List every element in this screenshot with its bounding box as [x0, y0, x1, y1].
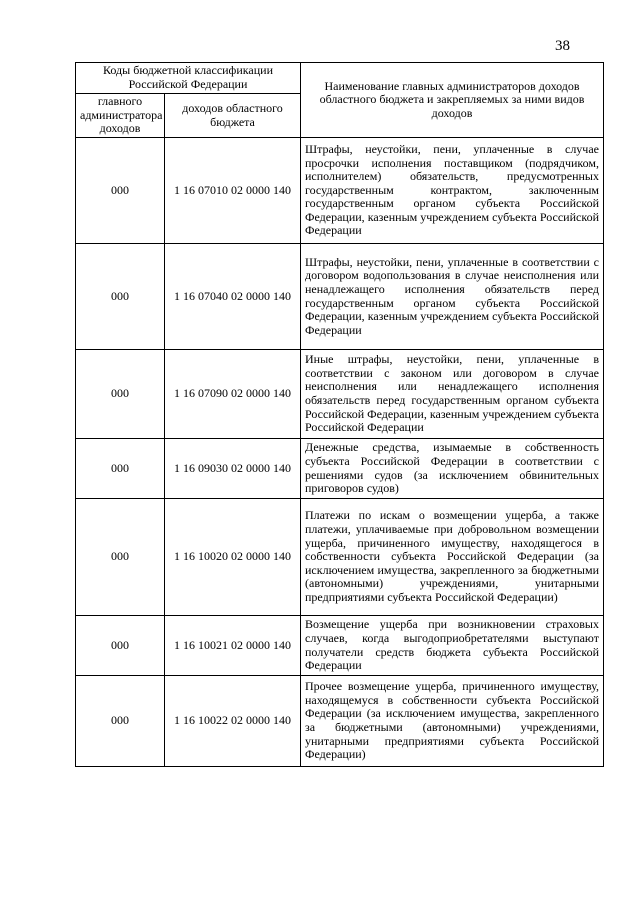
header-name-column: Наименование главных администраторов доходов областного бюджета и закрепляемых за ними видов доходов: [301, 63, 604, 138]
table-row: [76, 244, 604, 350]
revenue-name-cell: Прочее возмещение ущерба, причиненного имуществу, находящемуся в собственности субъекта Российской Федерации (за исключением имущества, закрепленного за бюджетными (автономными) учреждениями, унитарными предприятиями субъекта Российской Федерации): [301, 676, 604, 767]
revenue-code-cell: 1 16 09030 02 0000 140: [165, 439, 301, 499]
table-row: [76, 616, 604, 676]
header-admin-column: главного администратора доходов: [76, 94, 165, 138]
header-codes-group: Коды бюджетной классификации Российской Федерации: [76, 63, 301, 94]
revenue-code-cell: 1 16 07040 02 0000 140: [165, 244, 301, 350]
table-row: [76, 138, 604, 244]
admin-code-cell: 000: [76, 138, 165, 244]
revenue-code-cell: 1 16 07010 02 0000 140: [165, 138, 301, 244]
revenue-name-cell: Иные штрафы, неустойки, пени, уплаченные в соответствии с законом или договором в случае неисполнения или ненадлежащего исполнения обязательств перед государственным органом субъекта Российской Федерации, казенным учреждением субъекта Российской Федерации: [301, 350, 604, 439]
admin-code-cell: 000: [76, 350, 165, 439]
table-header: [76, 63, 604, 138]
revenue-code-cell: 1 16 10021 02 0000 140: [165, 616, 301, 676]
admin-code-cell: 000: [76, 439, 165, 499]
header-revenue-column: доходов областного бюджета: [165, 94, 301, 138]
admin-code-cell: 000: [76, 616, 165, 676]
revenue-name-cell: Платежи по искам о возмещении ущерба, а также платежи, уплачиваемые при добровольном возмещении ущерба, причиненного имуществу, находящегося в собственности субъекта Российской Федерации (за исключением имущества, закрепленного за бюджетными (автономными) учреждениями, унитарными предприятиями субъекта Российской Федерации): [301, 499, 604, 616]
admin-code-cell: 000: [76, 244, 165, 350]
table-row: [76, 439, 604, 499]
revenue-name-cell: Штрафы, неустойки, пени, уплаченные в соответствии с договором водопользования в случае неисполнения или ненадлежащего исполнения обязательств перед государственным органом субъекта Российской Федерации, казенным учреждением субъекта Российской Федерации: [301, 244, 604, 350]
table-body: [76, 138, 604, 767]
revenue-code-cell: 1 16 10022 02 0000 140: [165, 676, 301, 767]
revenue-name-cell: Штрафы, неустойки, пени, уплаченные в случае просрочки исполнения поставщиком (подрядчиком, исполнителем) обязательств, предусмотренных государственным контрактом, заключенным государственным органом субъекта Российской Федерации, казенным учреждением субъекта Российской Федерации: [301, 138, 604, 244]
table-row: [76, 499, 604, 616]
table-row: [76, 350, 604, 439]
budget-classification-table: [75, 62, 604, 767]
revenue-name-cell: Возмещение ущерба при возникновении страховых случаев, когда выгодоприобретателями выступают получатели средств бюджета субъекта Российской Федерации: [301, 616, 604, 676]
revenue-code-cell: 1 16 07090 02 0000 140: [165, 350, 301, 439]
admin-code-cell: 000: [76, 499, 165, 616]
revenue-code-cell: 1 16 10020 02 0000 140: [165, 499, 301, 616]
page-number: 38: [555, 38, 570, 54]
revenue-name-cell: Денежные средства, изымаемые в собственность субъекта Российской Федерации в соответствии с решениями судов (за исключением обвинительных приговоров судов): [301, 439, 604, 499]
admin-code-cell: 000: [76, 676, 165, 767]
table-row: [76, 676, 604, 767]
